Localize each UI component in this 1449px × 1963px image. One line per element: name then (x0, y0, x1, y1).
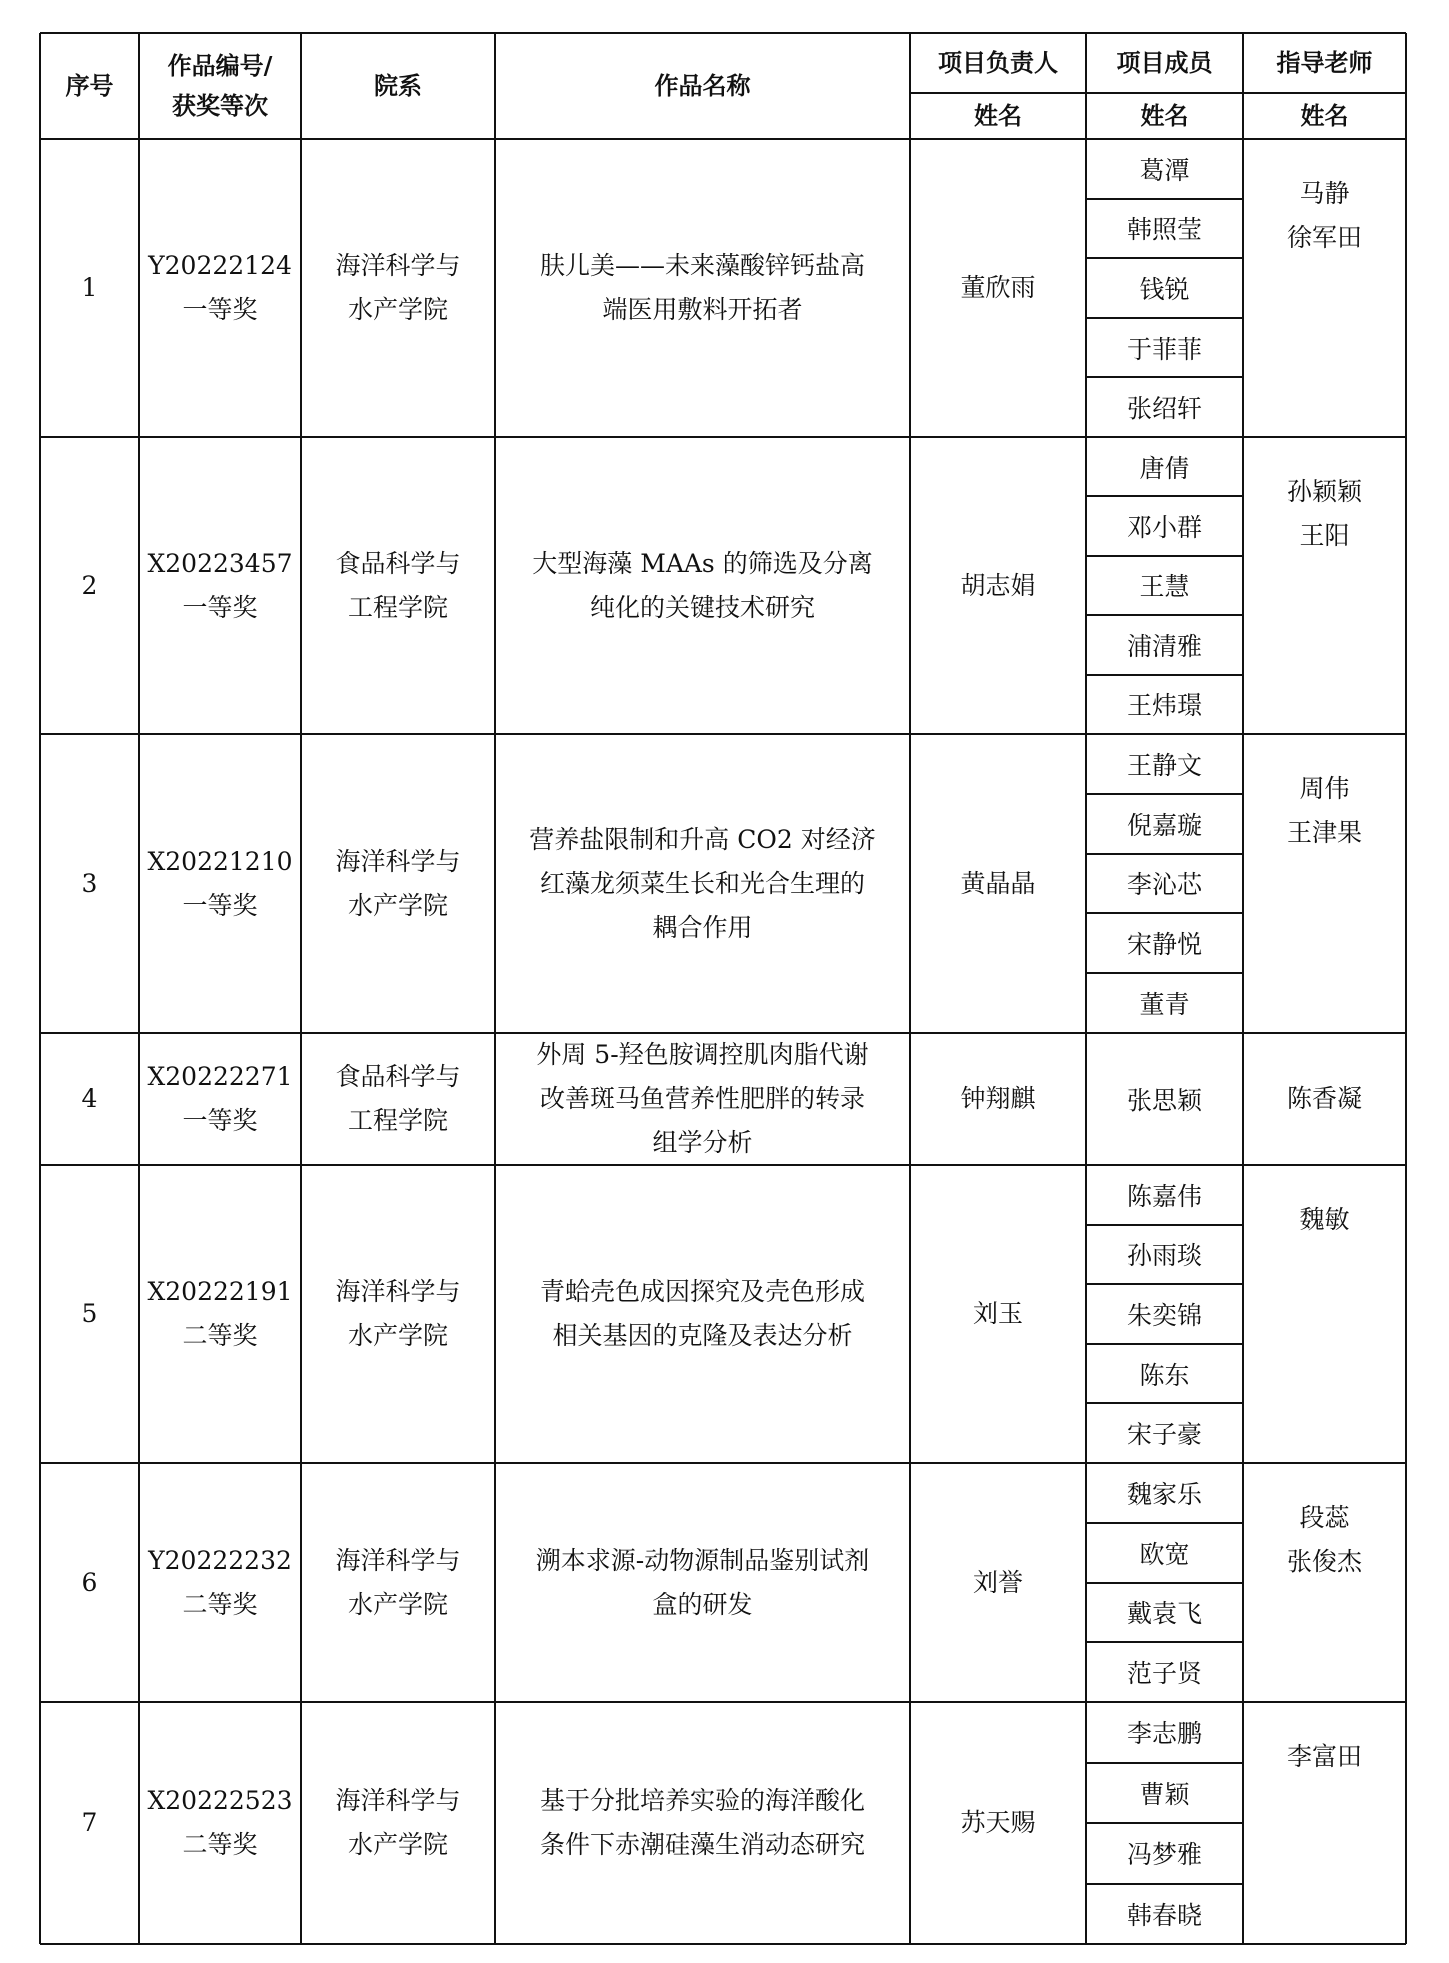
row-dept (301, 1463, 495, 1702)
member-name: 魏家乐 (1126, 1479, 1202, 1509)
row-dept (301, 1033, 495, 1165)
dept-line: 海洋科学与 (335, 846, 461, 876)
advisor-name: 周伟 (1299, 774, 1350, 803)
member-name: 钱锐 (1139, 274, 1190, 304)
advisor-name: 马静 (1299, 179, 1350, 208)
award-level: 二等奖 (182, 1830, 258, 1859)
leader-name: 刘誉 (972, 1567, 1023, 1597)
row-leader (910, 1463, 1086, 1702)
title-line: 盒的研发 (652, 1589, 753, 1619)
row-code-award (139, 1033, 301, 1165)
advisor-name: 段蕊 (1299, 1503, 1350, 1532)
row-dept (301, 437, 495, 734)
project-code: X20221210 (147, 846, 293, 876)
member-divider (1086, 972, 1243, 974)
header-leader (910, 33, 1086, 93)
dept-line: 海洋科学与 (335, 1277, 461, 1306)
grid-row-divider (40, 1943, 1406, 1945)
seq-number: 3 (81, 868, 98, 898)
member-name: 张思颖 (1126, 1086, 1202, 1115)
row-leader (910, 437, 1086, 734)
subheader-leader-name (910, 93, 1086, 139)
project-code: Y20222232 (148, 1545, 292, 1575)
dept-line: 工程学院 (347, 592, 448, 622)
header-seq (40, 33, 139, 139)
row-title (495, 1165, 910, 1463)
leader-name: 黄晶晶 (960, 868, 1036, 898)
row-code-award (139, 1463, 301, 1702)
row-dept (301, 734, 495, 1033)
grid-row-divider (40, 733, 1406, 735)
dept-line: 水产学院 (347, 890, 448, 920)
grid-col-divider (1242, 33, 1244, 1944)
grid-row-divider (40, 1701, 1406, 1703)
row-code-award (139, 437, 301, 734)
member-divider (1086, 1343, 1243, 1345)
dept-line: 食品科学与 (335, 548, 461, 578)
member-name: 董青 (1139, 990, 1190, 1020)
advisor-name: 李富田 (1286, 1742, 1362, 1771)
row-seq (40, 1033, 139, 1165)
row-code-award (139, 139, 301, 437)
member-name: 王炜璟 (1126, 691, 1202, 721)
row-seq (40, 139, 139, 437)
member-name: 宋静悦 (1126, 930, 1202, 960)
member-name: 范子贤 (1126, 1659, 1202, 1689)
member-name: 李沁芯 (1126, 870, 1202, 900)
member-name: 宋子豪 (1126, 1420, 1202, 1450)
grid-col-divider (909, 33, 911, 1944)
grid-left (39, 33, 41, 1944)
row-title (495, 1033, 910, 1165)
subheader-name-label: 姓名 (1140, 101, 1189, 130)
member-divider (1086, 495, 1243, 497)
row-seq (40, 734, 139, 1033)
member-name: 王慧 (1139, 572, 1190, 602)
header-advisor-label: 指导老师 (1276, 48, 1373, 77)
row-title (495, 1702, 910, 1944)
leader-name: 胡志娟 (960, 570, 1036, 600)
row-title (495, 139, 910, 437)
row-seq (40, 437, 139, 734)
member-name: 陈嘉伟 (1126, 1181, 1202, 1211)
dept-line: 水产学院 (347, 295, 448, 324)
title-line: 改善斑马鱼营养性肥胖的转录 (539, 1084, 865, 1113)
title-line: 肤儿美——未来藻酸锌钙盐高 (539, 251, 865, 280)
advisor-name: 魏敏 (1299, 1205, 1350, 1234)
title-line: 组学分析 (652, 1128, 753, 1157)
member-name: 唐倩 (1139, 453, 1190, 483)
seq-number: 6 (81, 1567, 98, 1597)
header-members-label: 项目成员 (1116, 48, 1213, 77)
member-name: 王静文 (1126, 750, 1202, 780)
project-code: X20222523 (147, 1786, 293, 1815)
member-divider (1086, 1522, 1243, 1524)
leader-name: 钟翔麒 (960, 1084, 1036, 1113)
award-level: 二等奖 (182, 1589, 258, 1619)
seq-number: 2 (81, 570, 98, 600)
member-divider (1086, 1224, 1243, 1226)
member-divider (1086, 555, 1243, 557)
member-name: 冯梦雅 (1126, 1840, 1202, 1870)
grid-row-divider (40, 436, 1406, 438)
project-code: X20222191 (147, 1277, 293, 1306)
dept-line: 海洋科学与 (335, 1786, 461, 1815)
dept-line: 食品科学与 (335, 1062, 461, 1091)
award-level: 二等奖 (182, 1321, 258, 1350)
row-advisor (1243, 1033, 1406, 1165)
subheader-members-name (1086, 93, 1243, 139)
grid-col-divider (1085, 33, 1087, 1944)
row-leader (910, 1033, 1086, 1165)
leader-name: 董欣雨 (960, 273, 1036, 302)
seq-number: 4 (81, 1084, 98, 1113)
row-dept (301, 1702, 495, 1944)
header-leader-label: 项目负责人 (938, 48, 1058, 77)
member-divider (1086, 376, 1243, 378)
dept-line: 海洋科学与 (335, 251, 461, 280)
dept-line: 水产学院 (347, 1321, 448, 1350)
dept-line: 海洋科学与 (335, 1545, 461, 1575)
grid-header-bottom (40, 138, 1406, 140)
row-dept (301, 1165, 495, 1463)
title-line: 相关基因的克隆及表达分析 (552, 1321, 853, 1350)
member-divider (1086, 1762, 1243, 1764)
header-advisor (1243, 33, 1406, 93)
title-line: 端医用敷料开拓者 (602, 295, 803, 324)
title-line: 青蛤壳色成因探究及壳色形成 (539, 1277, 865, 1306)
grid-header-split (910, 92, 1406, 94)
project-code: X20223457 (147, 548, 293, 578)
member-divider (1086, 853, 1243, 855)
advisor-name: 陈香凝 (1286, 1084, 1362, 1113)
header-title (495, 33, 910, 139)
leader-name: 苏天赐 (960, 1808, 1036, 1837)
award-level: 一等奖 (182, 295, 258, 324)
row-leader (910, 1165, 1086, 1463)
dept-line: 水产学院 (347, 1830, 448, 1859)
grid-row-divider (40, 1032, 1406, 1034)
member-name: 韩春晓 (1126, 1900, 1202, 1930)
seq-number: 1 (81, 273, 98, 302)
member-divider (1086, 1402, 1243, 1404)
row-title (495, 734, 910, 1033)
row-seq (40, 1165, 139, 1463)
row-advisor (1243, 734, 1406, 1033)
dept-line: 水产学院 (347, 1589, 448, 1619)
title-line: 条件下赤潮硅藻生消动态研究 (539, 1830, 865, 1859)
award-level: 一等奖 (182, 1106, 258, 1135)
title-line: 纯化的关键技术研究 (589, 592, 815, 622)
subheader-advisor-name (1243, 93, 1406, 139)
title-line: 耦合作用 (652, 912, 753, 942)
header-code (139, 33, 301, 139)
row-advisor (1243, 1702, 1406, 1944)
row-leader (910, 1702, 1086, 1944)
member-divider (1086, 1283, 1243, 1285)
row-seq (40, 1463, 139, 1702)
project-code: X20222271 (147, 1062, 293, 1091)
member-name: 孙雨琰 (1126, 1241, 1202, 1271)
advisor-name: 徐军田 (1286, 223, 1362, 252)
member-name: 朱奕锦 (1126, 1300, 1202, 1330)
row-dept (301, 139, 495, 437)
grid-col-divider (138, 33, 140, 1944)
member-divider (1086, 198, 1243, 200)
title-line: 红藻龙须菜生长和光合生理的 (539, 868, 865, 898)
member-name: 李志鹏 (1126, 1719, 1202, 1749)
member-name: 浦清雅 (1126, 631, 1202, 661)
header-title-label: 作品名称 (654, 71, 751, 100)
title-line: 基于分批培养实验的海洋酸化 (539, 1786, 865, 1815)
grid-top (40, 32, 1406, 34)
leader-name: 刘玉 (972, 1299, 1023, 1328)
award-level: 一等奖 (182, 592, 258, 622)
row-seq (40, 1702, 139, 1944)
advisor-name: 王津果 (1286, 818, 1362, 847)
award-table (40, 33, 1406, 1944)
member-divider (1086, 317, 1243, 319)
member-name: 陈东 (1139, 1360, 1190, 1390)
grid-col-divider (300, 33, 302, 1944)
member-divider (1086, 257, 1243, 259)
grid-right (1405, 33, 1407, 1944)
row-advisor (1243, 1463, 1406, 1702)
grid-row-divider (40, 1462, 1406, 1464)
member-divider (1086, 674, 1243, 676)
row-title (495, 1463, 910, 1702)
member-divider (1086, 793, 1243, 795)
row-code-award (139, 734, 301, 1033)
advisor-name: 孙颖颖 (1286, 477, 1362, 506)
row-leader (910, 734, 1086, 1033)
seq-number: 7 (81, 1808, 98, 1837)
member-divider (1086, 1822, 1243, 1824)
title-line: 营养盐限制和升高 CO2 对经济 (529, 824, 876, 854)
award-level: 一等奖 (182, 890, 258, 920)
row-advisor (1243, 437, 1406, 734)
member-divider (1086, 1582, 1243, 1584)
row-advisor (1243, 139, 1406, 437)
title-line: 外周 5-羟色胺调控肌肉脂代谢 (536, 1040, 869, 1069)
dept-line: 工程学院 (347, 1106, 448, 1135)
header-members (1086, 33, 1243, 93)
member-name: 韩照莹 (1126, 215, 1202, 245)
header-code-label-1: 作品编号/ (167, 51, 273, 80)
subheader-name-label: 姓名 (1300, 101, 1349, 130)
member-name: 于菲菲 (1126, 334, 1202, 364)
project-code: Y20222124 (148, 251, 292, 280)
member-name: 欧宽 (1139, 1539, 1190, 1569)
advisor-name: 张俊杰 (1286, 1547, 1362, 1576)
row-code-award (139, 1702, 301, 1944)
row-code-award (139, 1165, 301, 1463)
subheader-name-label: 姓名 (974, 101, 1022, 130)
member-name: 倪嘉璇 (1126, 810, 1202, 840)
member-name: 邓小群 (1126, 513, 1202, 543)
seq-number: 5 (81, 1299, 98, 1328)
member-name: 曹颖 (1139, 1779, 1190, 1809)
grid-col-divider (494, 33, 496, 1944)
header-seq-label: 序号 (65, 71, 114, 100)
member-name: 张绍轩 (1126, 394, 1202, 424)
member-name: 戴袁飞 (1126, 1599, 1202, 1629)
member-name: 葛潭 (1139, 155, 1190, 185)
advisor-name: 王阳 (1299, 521, 1350, 550)
title-line: 大型海藻 MAAs 的筛选及分离 (532, 548, 873, 578)
member-divider (1086, 1883, 1243, 1885)
row-leader (910, 139, 1086, 437)
member-divider (1086, 1641, 1243, 1643)
member-divider (1086, 912, 1243, 914)
row-title (495, 437, 910, 734)
grid-row-divider (40, 1164, 1406, 1166)
header-code-label-2: 获奖等次 (172, 91, 268, 120)
header-dept (301, 33, 495, 139)
header-dept-label: 院系 (374, 71, 422, 100)
member-divider (1086, 614, 1243, 616)
title-line: 溯本求源-动物源制品鉴别试剂 (535, 1545, 870, 1575)
row-advisor (1243, 1165, 1406, 1463)
